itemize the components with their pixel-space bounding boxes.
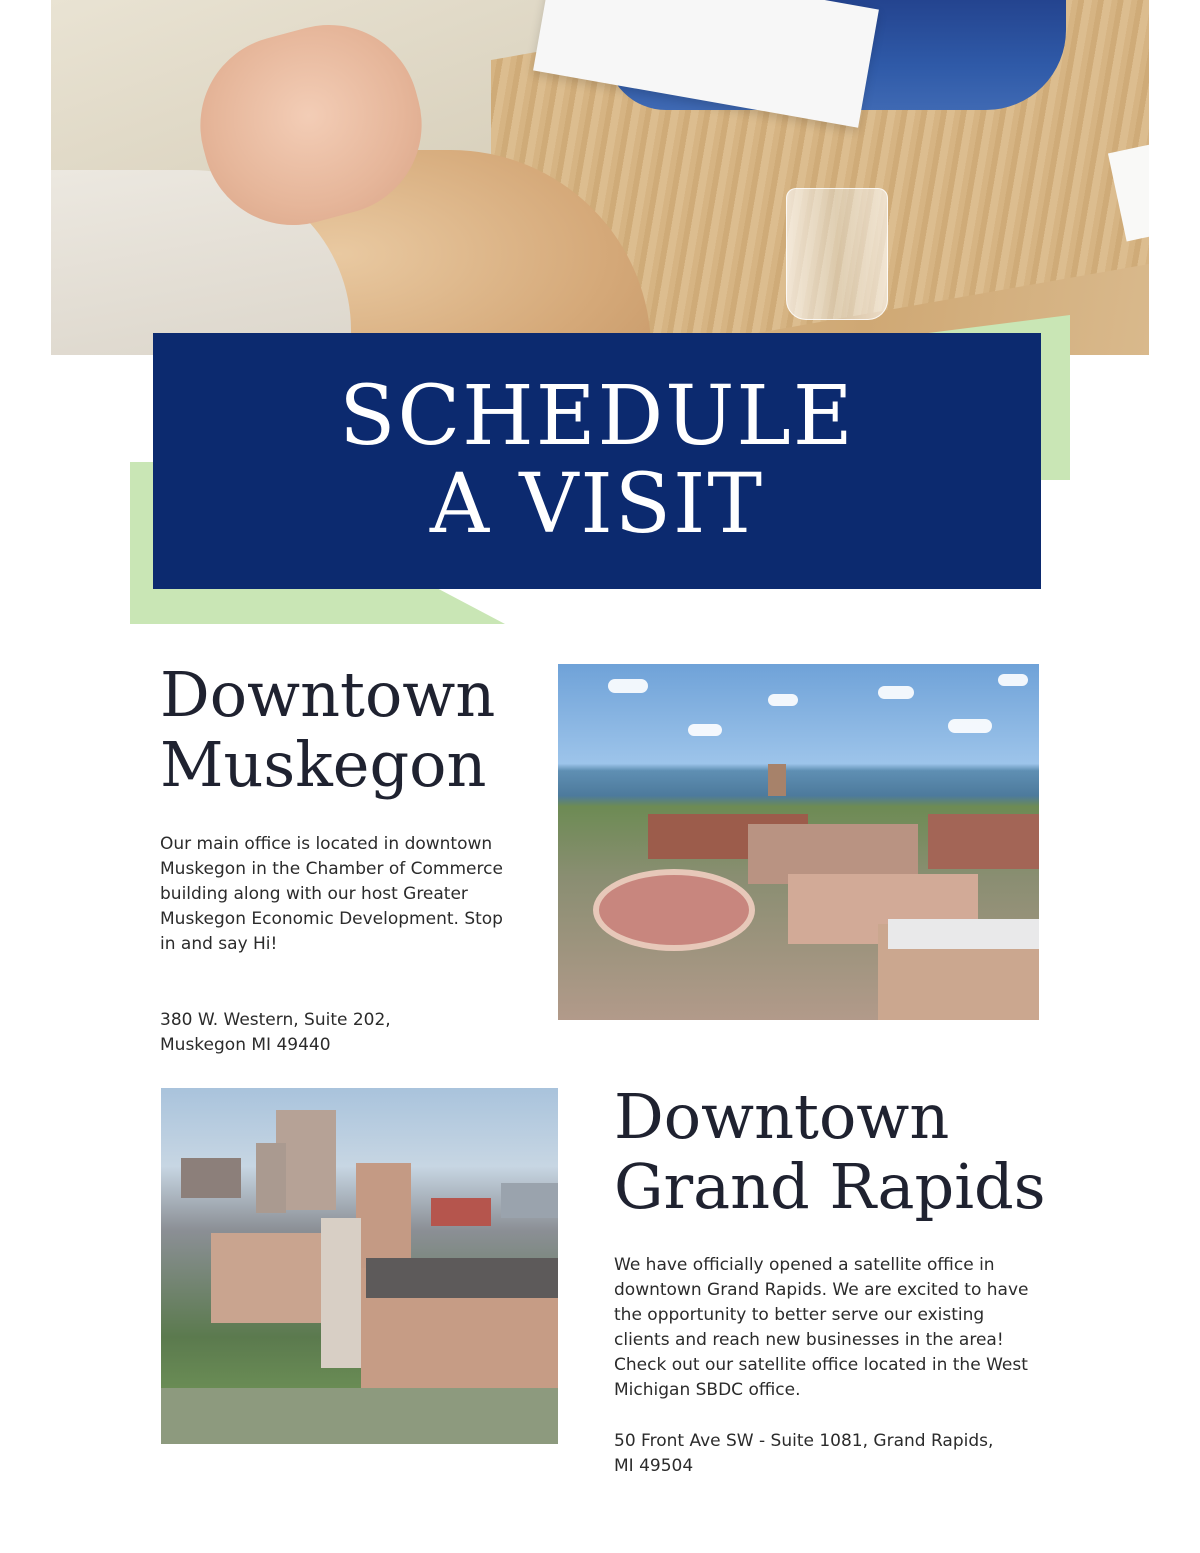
muskegon-address-line-2: Muskegon MI 49440: [160, 1035, 331, 1055]
hero-photo: [51, 0, 1149, 355]
grand-rapids-description: We have officially opened a satellite office in downtown Grand Rapids. We are excited to have the opportunity to better serve our existing clients and reach new businesses in the area! Check out our satellite office located in the West Michigan SBDC office.: [614, 1255, 1029, 1400]
hero-glass: [786, 188, 888, 320]
grand-rapids-heading: [614, 1082, 1054, 1222]
grand-rapids-heading-line-1: Downtown: [614, 1080, 950, 1153]
grand-rapids-address-line-2: MI 49504: [614, 1456, 694, 1476]
grand-rapids-heading-line-2: Grand Rapids: [614, 1150, 1046, 1223]
muskegon-heading-line-1: Downtown: [160, 658, 496, 731]
page-title: [339, 369, 855, 552]
muskegon-aerial-photo: [558, 664, 1039, 1020]
grand-rapids-address-line-1: 50 Front Ave SW - Suite 1081, Grand Rapids,: [614, 1431, 994, 1451]
title-banner: [153, 333, 1041, 589]
title-line-2: A VISIT: [429, 457, 765, 552]
muskegon-heading-line-2: Muskegon: [160, 728, 487, 801]
grand-rapids-aerial-photo: [161, 1088, 558, 1444]
title-line-1: SCHEDULE: [339, 369, 855, 464]
muskegon-description: Our main office is located in downtown Muskegon in the Chamber of Commerce building along with our host Greater Muskegon Economic Development. Stop in and say Hi!: [160, 834, 503, 954]
muskegon-address: [160, 1008, 505, 1058]
muskegon-heading: [160, 660, 540, 800]
grand-rapids-address: [614, 1429, 1034, 1479]
muskegon-address-line-1: 380 W. Western, Suite 202,: [160, 1010, 391, 1030]
